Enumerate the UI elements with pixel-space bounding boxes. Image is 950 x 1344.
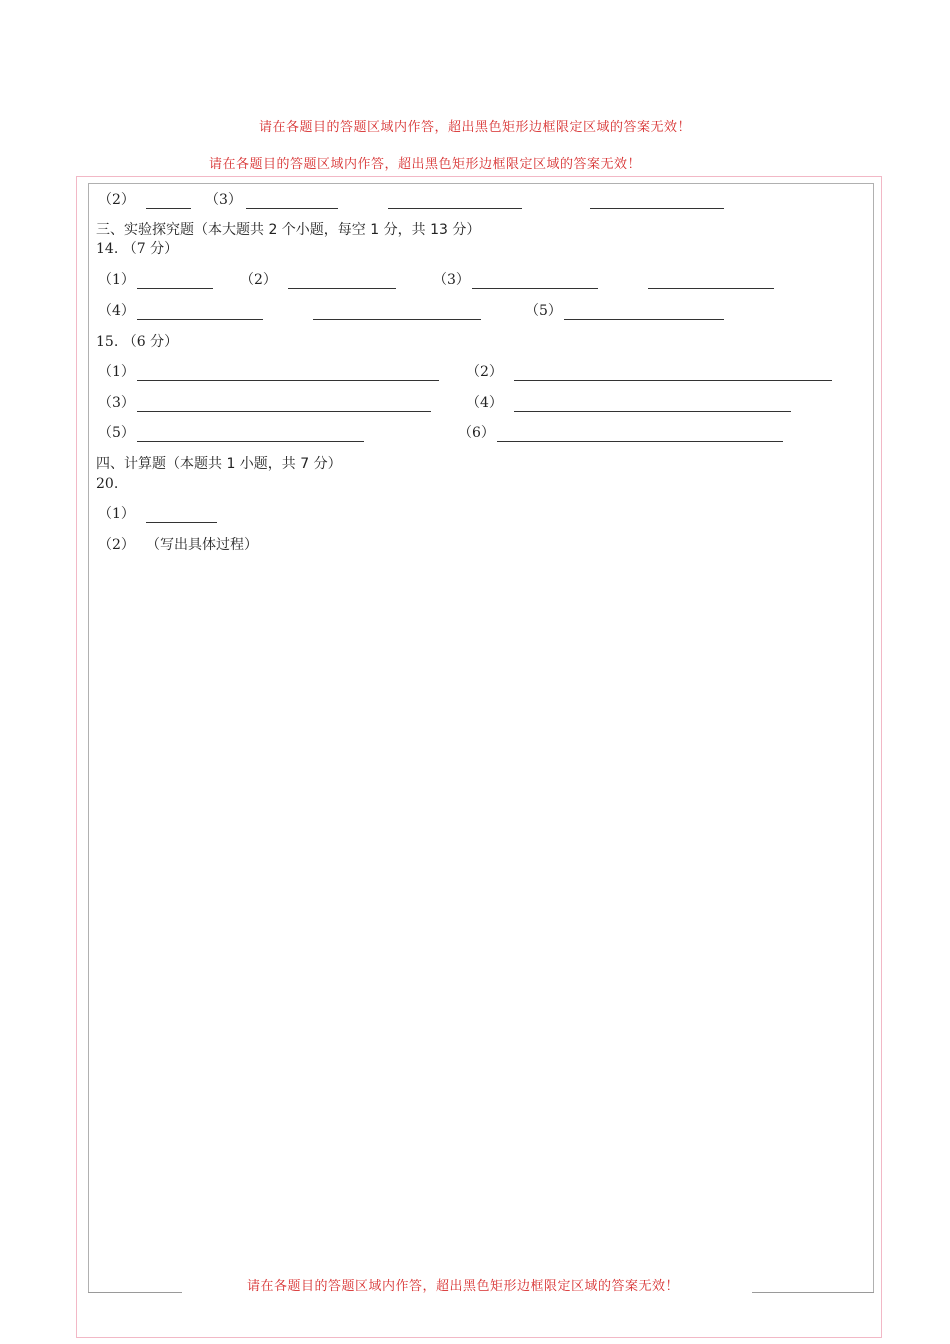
q13-label-2: （2）	[98, 192, 135, 208]
q20-note: （写出具体过程）	[146, 537, 258, 553]
section4-title-row	[0, 454, 950, 474]
q20-row-1	[0, 504, 950, 524]
q15-label-2: （2）	[466, 364, 503, 380]
q13-row	[0, 190, 950, 210]
q20-label-2: （2）	[98, 537, 135, 553]
q14-blank-4b[interactable]	[313, 319, 481, 320]
q14-blank-3a[interactable]	[472, 288, 598, 289]
q15-label-1: （1）	[98, 364, 135, 380]
q15-blank-3[interactable]	[137, 411, 431, 412]
q20-header-row	[0, 474, 950, 494]
q13-blank-3a[interactable]	[246, 208, 338, 209]
q20-label-1: （1）	[98, 506, 135, 522]
bottom-warning: 请在各题目的答题区域内作答，超出黑色矩形边框限定区域的答案无效！	[246, 1279, 679, 1294]
q15-row-1	[0, 362, 950, 382]
q14-blank-3b[interactable]	[648, 288, 774, 289]
q14-blank-5[interactable]	[564, 319, 724, 320]
q15-row-2	[0, 393, 950, 413]
q15-header: 15. （6 分）	[96, 334, 179, 350]
q15-blank-6[interactable]	[497, 441, 783, 442]
q20-header: 20.	[96, 476, 119, 492]
top-warning-2: 请在各题目的答题区域内作答，超出黑色矩形边框限定区域的答案无效！	[208, 157, 641, 172]
q15-blank-5[interactable]	[137, 441, 364, 442]
section3-title: 三、实验探究题（本大题共 2 个小题，每空 1 分，共 13 分）	[96, 222, 481, 238]
q15-header-row	[0, 332, 950, 352]
q15-blank-2[interactable]	[514, 380, 832, 381]
q14-header-row	[0, 239, 950, 259]
q13-blank-3c[interactable]	[590, 208, 724, 209]
section4-title: 四、计算题（本题共 1 小题，共 7 分）	[96, 456, 342, 472]
q13-label-3: （3）	[205, 192, 242, 208]
q15-label-6: （6）	[458, 425, 495, 441]
q14-label-5: （5）	[525, 303, 562, 319]
q14-blank-2[interactable]	[288, 288, 396, 289]
q15-label-4: （4）	[466, 395, 503, 411]
q14-row-2	[0, 301, 950, 321]
q14-header: 14. （7 分）	[96, 241, 179, 257]
q20-blank-1[interactable]	[146, 522, 217, 523]
q15-blank-4[interactable]	[514, 411, 791, 412]
q15-label-3: （3）	[98, 395, 135, 411]
q15-row-3	[0, 423, 950, 443]
q14-blank-4a[interactable]	[137, 319, 263, 320]
top-warning-1: 请在各题目的答题区域内作答，超出黑色矩形边框限定区域的答案无效！	[258, 120, 691, 135]
q14-row-1	[0, 270, 950, 290]
q20-row-2	[0, 535, 950, 555]
q13-blank-3b[interactable]	[388, 208, 522, 209]
q14-blank-1[interactable]	[137, 288, 213, 289]
section3-title-row	[0, 220, 950, 240]
q15-blank-1[interactable]	[137, 380, 439, 381]
q14-label-4: （4）	[98, 303, 135, 319]
q13-blank-2[interactable]	[146, 208, 191, 209]
q20-answer-area[interactable]	[96, 560, 866, 1260]
q14-label-3: （3）	[433, 272, 470, 288]
q14-label-1: （1）	[98, 272, 135, 288]
q15-label-5: （5）	[98, 425, 135, 441]
q14-label-2: （2）	[240, 272, 277, 288]
